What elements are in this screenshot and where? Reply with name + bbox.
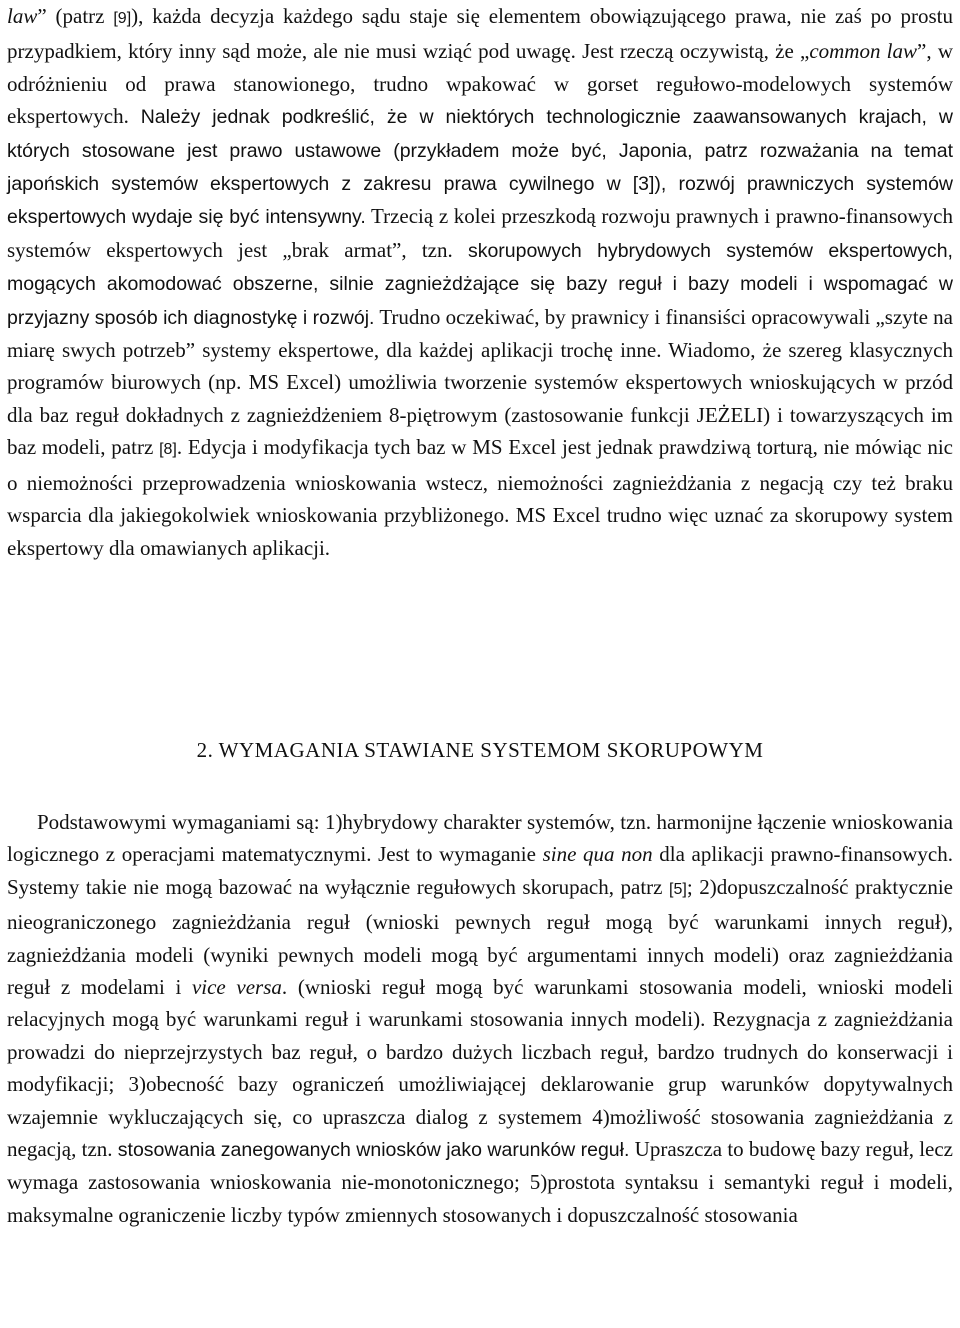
text-run: Trzecią z kolei przeszkodą rozwoju prawnych i prawno-finansowych systemów ekspertowych jest „brak armat”, tzn. <box>7 204 954 262</box>
citation: [8] <box>159 441 177 459</box>
text-run: ” (patrz <box>37 4 114 28</box>
italic-term: common law <box>809 39 918 64</box>
text-run: Trudno oczekiwać, by prawnicy i finansiści opracowywali „szyte na miarę swych potrzeb” systemy ekspertowe, dla każdej aplikacji trochę inne. Wiadomo, że szereg klasycznych programów biurowych (np. MS Excel) umożliwia tworzenie systemów ekspertowych wnioskujących w przód dla baz reguł dokładnych z zagnieżdżeniem 8-piętrowym (zastosowanie funkcji JEŻELI) i towarzyszących im baz modeli, patrz <box>7 304 953 460</box>
sans-text-run: stosowania zanegowanych wniosków jako warunków reguł. <box>117 1139 630 1162</box>
italic-term: law <box>7 4 38 28</box>
citation: [5] <box>669 880 687 898</box>
text-run: ), każda decyzja każdego sądu staje się elementem obowiązującego prawa, nie zaś po prostu przypadkiem, który inny sąd może, ale nie musi wziąć pod uwagę. Jest rzeczą oczywistą, że „ <box>7 4 953 64</box>
citation: [9] <box>113 10 132 27</box>
italic-term: sine qua non <box>542 842 653 867</box>
text-run: . Edycja i modyfikacja tych baz w MS Excel jest jednak prawdziwą torturą, nie mówiąc nic o niemożności przeprowadzenia wnioskowania wstecz, niemożności zagnieżdżania z negacją czy też braku wsparcia dla jakiegokolwiek wnioskowania przybliżonego. MS Excel trudno więc uznać za skorupowy system ekspertowy dla omawianych aplikacji. <box>7 435 953 560</box>
text-run: dla aplikacji prawno-finansowych. Systemy takie nie mogą bazować na wyłącznie regułowych skorupach, patrz <box>7 842 954 899</box>
body-paragraph-2 <box>7 806 953 1231</box>
italic-term: vice versa <box>191 975 282 1000</box>
sans-text-run: skorupowych hybrydowych systemów ekspertowych, mogących akomodować obszerne, silnie zagnieżdżające się bazy reguł i bazy modeli i wspomagać w przyjazny sposób ich diagnostykę i rozwój. <box>7 239 953 329</box>
text-run: Upraszcza to budowę bazy reguł, lecz wymaga zastosowania wnioskowania nie-monotonicznego; 5)prostota syntaksu i semantyki reguł i modeli, maksymalne ograniczenie liczby typów zmiennych stosowanych i dopuszczalność stosowania <box>7 1137 954 1227</box>
text-run: ; 2)dopuszczalność praktycznie nieograniczonego zagnieżdżania reguł (wnioski pewnych reguł mogą być warunkami innych reguł), zagnieżdżania modeli (wyniki pewnych modeli mogą być argumentami innych modeli) oraz zagnieżdżania reguł z modelami i <box>7 874 954 1000</box>
text-run: . (wnioski reguł mogą być warunkami stosowania modeli, wnioski modeli relacyjnych mogą być warunkami reguł i warunkami stosowania innych modeli). Rezygnacja z zagnieżdżania prowadzi do nieprzejrzystych baz reguł, o bardzo dużych liczbach reguł, bardzo trudnych do konserwacji i modyfikacji; 3)obecność bazy ograniczeń umożliwiającej deklarowanie grup warunków dopytywalnych wzajemnie wykluczających się, co upraszcza dialog z systemem 4)możliwość stosowania zagnieżdżania z negacją, tzn. <box>7 975 953 1162</box>
body-paragraph-1 <box>7 0 953 564</box>
sans-text-run: Należy jednak podkreślić, że w niektórych technologicznie zaawansowanych krajach, w których stosowane jest prawo ustawowe (przykładem może być, Japonia, patrz rozważania na temat japońskich systemów ekspertowych z zakresu prawa cywilnego w [3]), rozwój prawniczych systemów ekspertowych wydaje się być intensywny. <box>7 106 953 229</box>
section-heading: 2. WYMAGANIA STAWIANE SYSTEMOM SKORUPOWYM <box>196 738 764 762</box>
text-run: ”, w odróżnieniu od prawa stanowionego, trudno wpakować w gorset regułowo-modelowych systemów ekspertowych. <box>7 39 953 129</box>
text-run: Podstawowymi wymaganiami są: 1)hybrydowy charakter systemów, tzn. harmonijne łączenie wnioskowania logicznego z operacjami matematycznymi. Jest to wymaganie <box>7 810 953 867</box>
